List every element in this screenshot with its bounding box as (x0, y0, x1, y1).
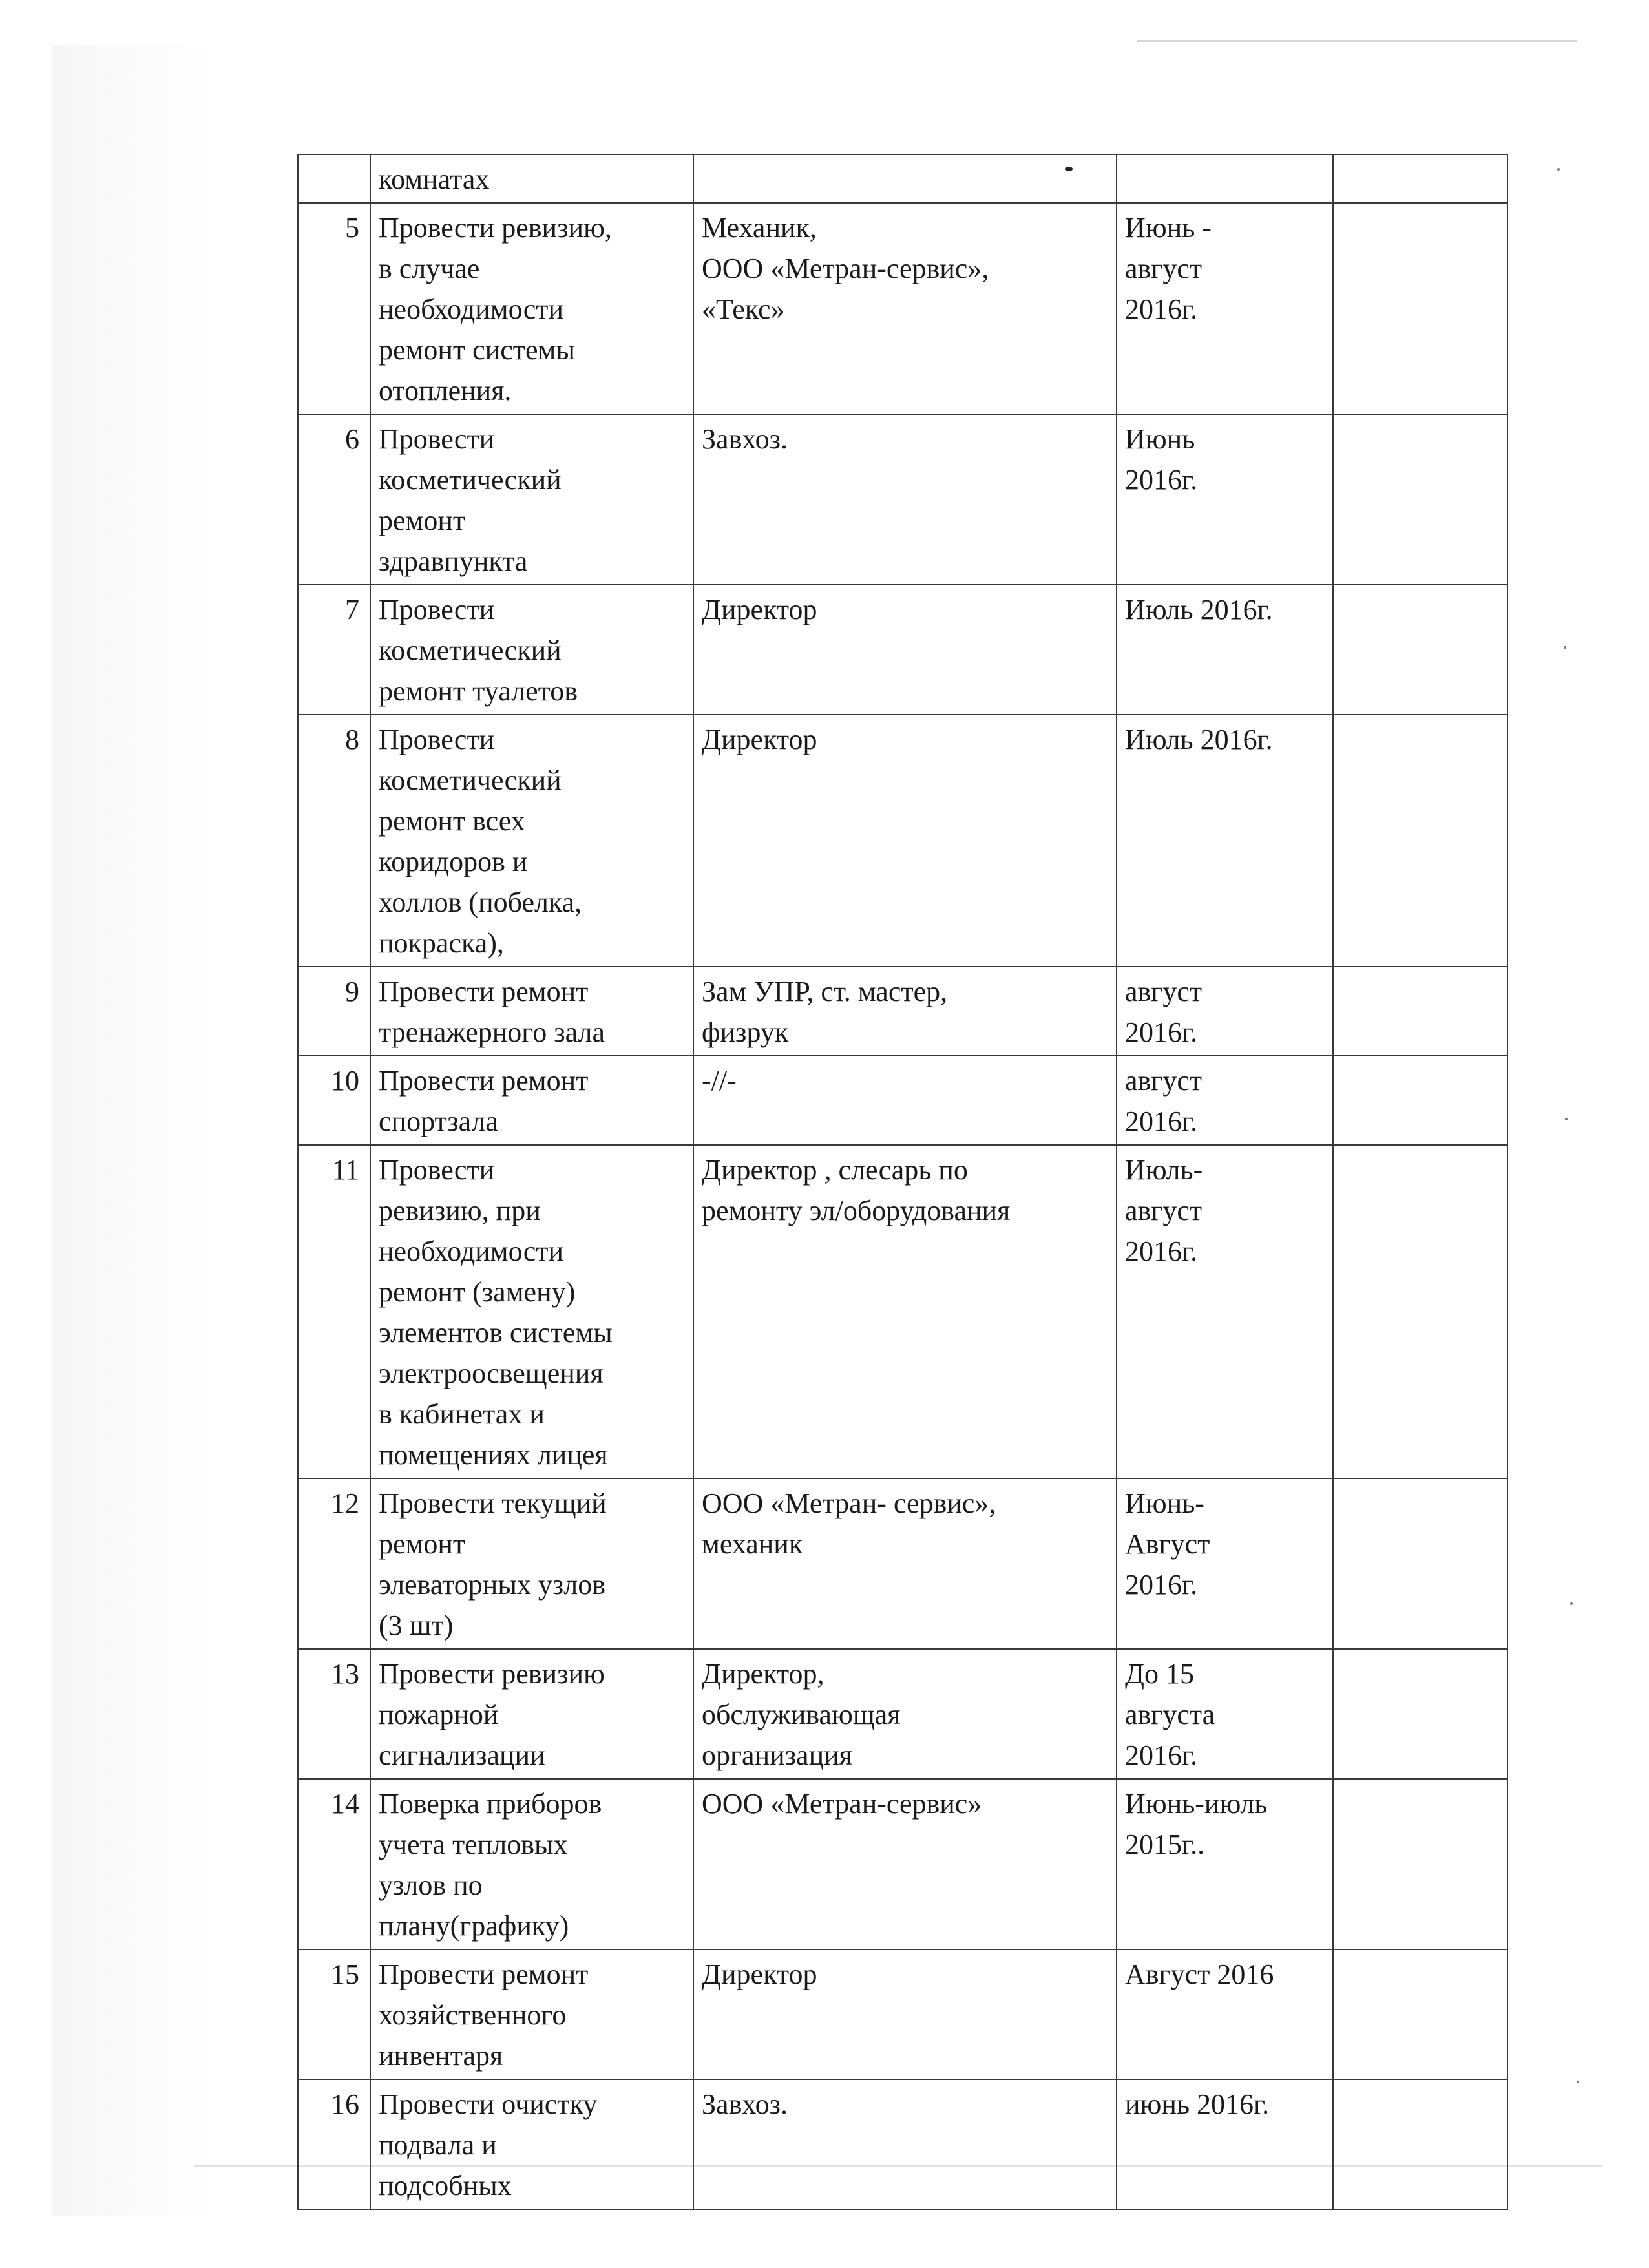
table-row (298, 2079, 1507, 2209)
task-cell (370, 1478, 693, 1649)
deadline-cell (1117, 1779, 1333, 1949)
task-cell-line: Провести ремонт (379, 976, 589, 1007)
table-row (298, 715, 1507, 967)
task-cell-line: ремонт системы (379, 334, 575, 366)
table-row (298, 1649, 1507, 1779)
table-row (298, 585, 1507, 715)
responsible-cell-line: «Текс» (702, 293, 785, 325)
table-body (298, 154, 1507, 2209)
deadline-cell (1117, 715, 1333, 967)
scan-shadow (52, 45, 213, 2216)
task-cell-line: в случае (379, 253, 480, 284)
deadline-cell-line: Июль 2016г. (1125, 724, 1273, 755)
row-number (298, 154, 370, 203)
task-cell (370, 2079, 693, 2209)
table-row (298, 414, 1507, 585)
responsible-cell-line: организация (702, 1739, 852, 1771)
task-cell-line: ремонт туалетов (379, 675, 578, 707)
row-number: 10 (298, 1056, 370, 1145)
task-cell-line: элементов системы (379, 1317, 613, 1349)
deadline-cell-line: Июнь-июль (1125, 1788, 1268, 1820)
deadline-cell (1117, 1056, 1333, 1145)
task-cell-line: Провести ремонт (379, 1958, 589, 1990)
task-cell-line: (3 шт) (379, 1610, 454, 1641)
deadline-cell-line: август (1125, 1065, 1203, 1097)
deadline-cell-line: 2016г. (1125, 1106, 1198, 1137)
deadline-cell-line: До 15 (1125, 1658, 1195, 1690)
deadline-cell-line: 2015г.. (1125, 1829, 1205, 1860)
responsible-cell (693, 154, 1117, 203)
row-number: 16 (298, 2079, 370, 2209)
task-cell (370, 1649, 693, 1779)
note-cell (1333, 203, 1507, 414)
deadline-cell-line: июнь 2016г. (1125, 2088, 1270, 2120)
responsible-cell-line: ремонту эл/оборудования (702, 1195, 1011, 1226)
note-cell (1333, 585, 1507, 715)
responsible-cell-line: -//- (702, 1065, 737, 1097)
deadline-cell-line: Август 2016 (1125, 1958, 1274, 1990)
deadline-cell-line: Июль- (1125, 1154, 1203, 1186)
deadline-cell (1117, 1949, 1333, 2079)
task-cell-line: покраска), (379, 927, 504, 959)
task-cell-line: ремонт (379, 1528, 466, 1560)
deadline-cell (1117, 1478, 1333, 1649)
table-row (298, 1478, 1507, 1649)
task-cell-line: ремонт всех (379, 805, 525, 837)
deadline-cell-line: августа (1125, 1699, 1215, 1730)
table-row (298, 1949, 1507, 2079)
table-row (298, 1779, 1507, 1949)
deadline-cell (1117, 1145, 1333, 1478)
task-cell-line: подсобных (379, 2170, 512, 2201)
task-cell-line: Поверка приборов (379, 1788, 602, 1820)
task-cell (370, 585, 693, 715)
task-cell-line: косметический (379, 635, 562, 666)
row-number: 11 (298, 1145, 370, 1478)
task-cell (370, 1949, 693, 2079)
task-cell-line: инвентаря (379, 2040, 503, 2072)
responsible-cell-line: Механик, (702, 212, 817, 244)
task-cell (370, 1056, 693, 1145)
deadline-cell-line: 2016г. (1125, 1739, 1198, 1771)
deadline-cell (1117, 2079, 1333, 2209)
task-cell (370, 1145, 693, 1478)
responsible-cell (693, 1949, 1117, 2079)
task-cell-line: учета тепловых (379, 1829, 568, 1860)
task-cell (370, 203, 693, 414)
note-cell (1333, 1779, 1507, 1949)
task-cell-line: ремонт (замену) (379, 1276, 576, 1308)
task-cell-line: Провести текущий (379, 1487, 607, 1519)
responsible-cell (693, 414, 1117, 585)
deadline-cell-line: 2016г. (1125, 464, 1198, 496)
deadline-cell-line: 2016г. (1125, 1569, 1198, 1601)
responsible-cell (693, 1056, 1117, 1145)
row-number: 12 (298, 1478, 370, 1649)
task-cell (370, 1779, 693, 1949)
deadline-cell (1117, 585, 1333, 715)
task-cell-line: электроосвещения (379, 1358, 604, 1389)
responsible-cell-line: Директор (702, 594, 817, 625)
task-cell-line: Провести очистку (379, 2088, 598, 2120)
deadline-cell-line: Июнь (1125, 423, 1195, 455)
responsible-cell-line: Завхоз. (702, 2088, 788, 2120)
task-cell-line: комнатах (379, 163, 490, 195)
note-cell (1333, 414, 1507, 585)
table-row (298, 967, 1507, 1056)
task-cell-line: элеваторных узлов (379, 1569, 606, 1601)
note-cell (1333, 2079, 1507, 2209)
task-cell-line: Провести ревизию, (379, 212, 612, 244)
deadline-cell-line: Август (1125, 1528, 1210, 1560)
responsible-cell (693, 203, 1117, 414)
responsible-cell-line: ООО «Метран- сервис», (702, 1487, 996, 1519)
responsible-cell-line: Директор (702, 1958, 817, 1990)
responsible-cell-line: Зам УПР, ст. мастер, (702, 976, 948, 1007)
table-row (298, 1145, 1507, 1478)
deadline-cell-line: Июль 2016г. (1125, 594, 1273, 625)
note-cell (1333, 967, 1507, 1056)
table-row (298, 1056, 1507, 1145)
deadline-cell-line: август (1125, 253, 1203, 284)
responsible-cell-line: механик (702, 1528, 803, 1560)
scan-edge-line (1137, 40, 1577, 42)
task-cell-line: Провести (379, 594, 495, 625)
task-cell (370, 715, 693, 967)
task-cell-line: ремонт (379, 505, 466, 536)
responsible-cell (693, 1649, 1117, 1779)
table-row (298, 154, 1507, 203)
task-cell (370, 154, 693, 203)
row-number: 15 (298, 1949, 370, 2079)
responsible-cell-line: Директор , слесарь по (702, 1154, 968, 1186)
responsible-cell-line: ООО «Метран-сервис», (702, 253, 989, 284)
deadline-cell (1117, 203, 1333, 414)
task-cell-line: Провести (379, 724, 495, 755)
deadline-cell-line: Июнь - (1125, 212, 1212, 244)
task-cell-line: необходимости (379, 293, 564, 325)
task-cell-line: Провести ремонт (379, 1065, 589, 1097)
responsible-cell-line: Завхоз. (702, 423, 788, 455)
note-cell (1333, 154, 1507, 203)
task-cell-line: коридоров и (379, 846, 528, 877)
responsible-cell-line: обслуживающая (702, 1699, 901, 1730)
task-cell-line: Провести (379, 423, 495, 455)
deadline-cell-line: 2016г. (1125, 1016, 1198, 1048)
task-cell (370, 414, 693, 585)
task-cell-line: узлов по (379, 1869, 483, 1901)
task-cell-line: Провести (379, 1154, 495, 1186)
row-number: 14 (298, 1779, 370, 1949)
responsible-cell (693, 2079, 1117, 2209)
note-cell (1333, 715, 1507, 967)
table-row (298, 203, 1507, 414)
task-cell-line: сигнализации (379, 1739, 545, 1771)
row-number: 5 (298, 203, 370, 414)
responsible-cell-line: Директор, (702, 1658, 824, 1690)
task-cell-line: ревизию, при (379, 1195, 541, 1226)
responsible-cell (693, 1145, 1117, 1478)
note-cell (1333, 1649, 1507, 1779)
task-cell-line: в кабинетах и (379, 1398, 545, 1430)
task-cell-line: подвала и (379, 2129, 497, 2161)
row-number: 6 (298, 414, 370, 585)
deadline-cell (1117, 414, 1333, 585)
deadline-cell (1117, 1649, 1333, 1779)
responsible-cell-line: Директор (702, 724, 817, 755)
responsible-cell (693, 967, 1117, 1056)
note-cell (1333, 1949, 1507, 2079)
deadline-cell-line: 2016г. (1125, 293, 1198, 325)
task-cell-line: помещениях лицея (379, 1439, 608, 1471)
responsible-cell (693, 715, 1117, 967)
row-number: 8 (298, 715, 370, 967)
deadline-cell (1117, 154, 1333, 203)
scan-speck (1565, 1118, 1568, 1120)
deadline-cell-line: август (1125, 1195, 1203, 1226)
scan-speck (1557, 168, 1560, 171)
responsible-cell (693, 1779, 1117, 1949)
deadline-cell-line: Июнь- (1125, 1487, 1204, 1519)
responsible-cell-line: физрук (702, 1016, 789, 1048)
row-number: 9 (298, 967, 370, 1056)
note-cell (1333, 1056, 1507, 1145)
deadline-cell-line: август (1125, 976, 1203, 1007)
task-cell-line: хозяйственного (379, 1999, 567, 2031)
responsible-cell (693, 585, 1117, 715)
task-cell-line: пожарной (379, 1699, 499, 1730)
scan-speck (1577, 2081, 1579, 2083)
row-number: 13 (298, 1649, 370, 1779)
task-cell-line: здравпункта (379, 545, 528, 577)
task-cell-line: косметический (379, 764, 562, 796)
task-cell-line: необходимости (379, 1235, 564, 1267)
deadline-cell-line: 2016г. (1125, 1235, 1198, 1267)
row-number: 7 (298, 585, 370, 715)
responsible-cell-line: ООО «Метран-сервис» (702, 1788, 982, 1820)
task-cell-line: спортзала (379, 1106, 499, 1137)
task-cell (370, 967, 693, 1056)
note-cell (1333, 1145, 1507, 1478)
maintenance-plan-table (297, 154, 1508, 2210)
task-cell-line: тренажерного зала (379, 1016, 605, 1048)
task-cell-line: отопления. (379, 375, 512, 406)
task-cell-line: Провести ревизию (379, 1658, 605, 1690)
note-cell (1333, 1478, 1507, 1649)
deadline-cell (1117, 967, 1333, 1056)
scan-speck (1564, 646, 1566, 649)
scan-speck (1570, 1602, 1573, 1605)
task-cell-line: плану(графику) (379, 1910, 569, 1942)
responsible-cell (693, 1478, 1117, 1649)
task-cell-line: косметический (379, 464, 562, 496)
task-cell-line: холлов (побелка, (379, 887, 582, 918)
